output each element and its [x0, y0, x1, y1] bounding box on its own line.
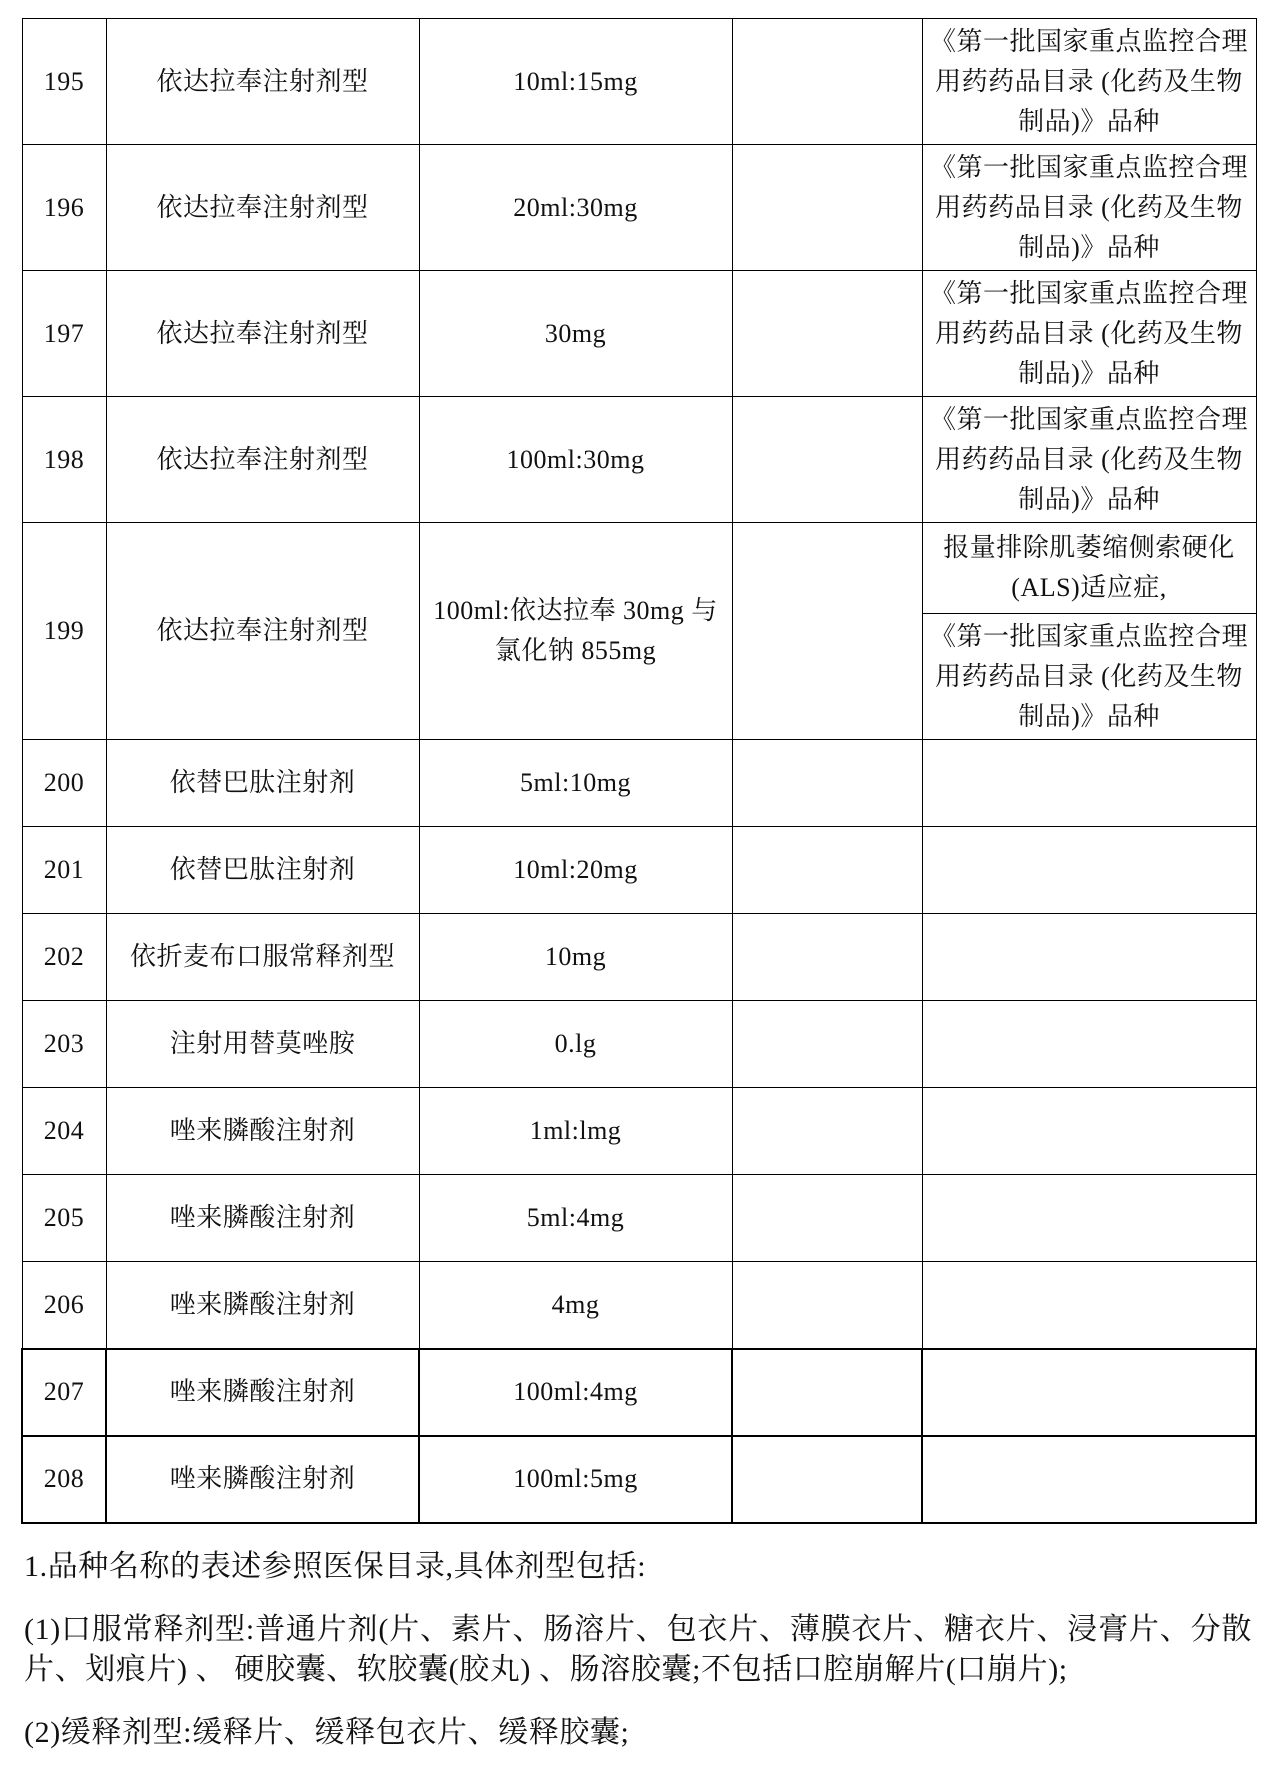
specification-cell: [419, 19, 732, 145]
specification-line: 100ml:5mg: [513, 1464, 638, 1493]
remark-cell: [922, 914, 1256, 1001]
blank-cell: [732, 1175, 922, 1262]
table-row: [22, 1262, 1256, 1349]
blank-cell: [732, 145, 922, 271]
drug-name-cell: 唑来膦酸注射剂: [106, 1436, 419, 1523]
row-number-cell: 196: [22, 145, 106, 271]
remark-cell: [922, 19, 1256, 145]
remark-cell: [922, 397, 1256, 523]
drug-name-cell: 唑来膦酸注射剂: [106, 1175, 419, 1262]
drug-name-cell: 注射用替莫唑胺: [106, 1001, 419, 1088]
specification-cell: [419, 740, 732, 827]
footnote-intro: 1.品种名称的表述参照医保目录,具体剂型包括:: [24, 1550, 647, 1583]
drug-name-cell: 唑来膦酸注射剂: [106, 1349, 419, 1436]
blank-cell: [732, 1349, 922, 1436]
row-number-cell: 204: [22, 1088, 106, 1175]
table-row: [22, 145, 1256, 271]
footnote-oral-line: (1)口服常释剂型:普通片剂(片、素片、肠溶片、包衣片、薄膜衣片、糖衣片、浸膏片、分散: [24, 1613, 1252, 1646]
row-number-cell: 202: [22, 914, 106, 1001]
specification-cell: [419, 523, 732, 740]
row-number-cell: 197: [22, 271, 106, 397]
specification-line: 0.lg: [554, 1029, 597, 1058]
specification-cell: [419, 1175, 732, 1262]
table-row: [22, 827, 1256, 914]
drug-name-cell: 依替巴肽注射剂: [106, 740, 419, 827]
specification-cell: [419, 145, 732, 271]
specification-cell: [419, 1436, 732, 1523]
footnote-oral-dosage: [24, 1610, 1252, 1690]
drug-name-cell: 依折麦布口服常释剂型: [106, 914, 419, 1001]
blank-cell: [732, 19, 922, 145]
remark-cell: [922, 523, 1256, 614]
row-number-cell: 203: [22, 1001, 106, 1088]
drug-name-cell: 依达拉奉注射剂型: [106, 397, 419, 523]
remark-cell: [922, 1001, 1256, 1088]
footnote-oral-line: 片、划痕片) 、 硬胶囊、软胶囊(胶丸) 、肠溶胶囊;不包括口腔崩解片(口崩片);: [24, 1653, 1068, 1686]
remark-cell: [922, 827, 1256, 914]
table-row: [22, 19, 1256, 145]
specification-cell: [419, 1001, 732, 1088]
table-row: [22, 1436, 1256, 1523]
drug-name-cell: 依达拉奉注射剂型: [106, 145, 419, 271]
blank-cell: [732, 1436, 922, 1523]
table-row: [22, 523, 1256, 614]
specification-line: 100ml:依达拉奉 30mg 与: [433, 596, 718, 625]
row-number-cell: 205: [22, 1175, 106, 1262]
remark-cell: [922, 1088, 1256, 1175]
blank-cell: [732, 914, 922, 1001]
drug-name-cell: 唑来膦酸注射剂: [106, 1262, 419, 1349]
row-number-cell: 208: [22, 1436, 106, 1523]
drug-name-cell: 依达拉奉注射剂型: [106, 271, 419, 397]
blank-cell: [732, 397, 922, 523]
table-row: [22, 1175, 1256, 1262]
remark-line: 用药药品目录 (化药及生物: [935, 66, 1243, 96]
specification-cell: [419, 271, 732, 397]
blank-cell: [732, 523, 922, 740]
specification-line: 100ml:30mg: [506, 444, 645, 474]
footnote-sustained-release: (2)缓释剂型:缓释片、缓释包衣片、缓释胶囊;: [24, 1716, 630, 1749]
specification-line: 10ml:15mg: [513, 66, 638, 96]
table-row: [22, 397, 1256, 523]
specification-line: 100ml:4mg: [513, 1377, 638, 1406]
remark-line: 制品)》品种: [1018, 484, 1160, 514]
remark-cell: [922, 1175, 1256, 1262]
specification-line: 1ml:lmg: [529, 1116, 622, 1145]
specification-line: 10mg: [544, 942, 607, 971]
remark-line: 《第一批国家重点监控合理: [929, 404, 1248, 434]
table-row: [22, 271, 1256, 397]
remark-line: 用药药品目录 (化药及生物: [935, 444, 1243, 474]
remark-line: 报量排除肌萎缩侧索硬化: [943, 533, 1235, 562]
specification-line: 4mg: [551, 1289, 600, 1319]
specification-line: 5ml:10mg: [520, 768, 631, 797]
row-number-cell: 199: [22, 523, 106, 740]
specification-cell: [419, 397, 732, 523]
drug-name-cell: 唑来膦酸注射剂: [106, 1088, 419, 1175]
remark-line: 制品)》品种: [1018, 358, 1160, 388]
remark-line: 制品)》品种: [1018, 106, 1160, 136]
table-row: [22, 1349, 1256, 1436]
drug-table: [21, 18, 1257, 1524]
row-number-cell: 207: [22, 1349, 106, 1436]
remark-line: 用药药品目录 (化药及生物: [935, 192, 1243, 222]
drug-name-cell: 依达拉奉注射剂型: [106, 523, 419, 740]
specification-cell: [419, 827, 732, 914]
row-number-cell: 200: [22, 740, 106, 827]
remark-line: 《第一批国家重点监控合理: [929, 278, 1248, 308]
specification-line: 氯化钠 855mg: [494, 636, 657, 665]
blank-cell: [732, 740, 922, 827]
remark-cell: [922, 145, 1256, 271]
specification-cell: [419, 914, 732, 1001]
blank-cell: [732, 271, 922, 397]
footnotes: [24, 1547, 1252, 1767]
drug-name-cell: 依达拉奉注射剂型: [106, 19, 419, 145]
remark-line: 《第一批国家重点监控合理: [929, 621, 1248, 651]
table-row: [22, 740, 1256, 827]
remark-line: 制品)》品种: [1018, 701, 1160, 731]
row-number-cell: 201: [22, 827, 106, 914]
table-row: [22, 1001, 1256, 1088]
remark-cell: [922, 1436, 1256, 1523]
table-row: [22, 914, 1256, 1001]
specification-cell: [419, 1262, 732, 1349]
row-number-cell: 206: [22, 1262, 106, 1349]
specification-line: 20ml:30mg: [513, 192, 638, 222]
remark-cell: [922, 614, 1256, 740]
row-number-cell: 195: [22, 19, 106, 145]
remark-line: (ALS)适应症,: [1011, 573, 1167, 602]
drug-name-cell: 依替巴肽注射剂: [106, 827, 419, 914]
remark-cell: [922, 740, 1256, 827]
specification-line: 30mg: [544, 318, 607, 348]
drug-table-body: [22, 19, 1256, 1523]
blank-cell: [732, 1088, 922, 1175]
remark-cell: [922, 271, 1256, 397]
specification-line: 5ml:4mg: [526, 1203, 625, 1232]
remark-line: 《第一批国家重点监控合理: [929, 152, 1248, 182]
table-row: [22, 1088, 1256, 1175]
specification-cell: [419, 1349, 732, 1436]
remark-cell: [922, 1349, 1256, 1436]
specification-line: 10ml:20mg: [513, 855, 638, 884]
remark-line: 《第一批国家重点监控合理: [929, 26, 1248, 56]
remark-line: 制品)》品种: [1018, 232, 1160, 262]
remark-line: 用药药品目录 (化药及生物: [935, 318, 1243, 348]
blank-cell: [732, 1001, 922, 1088]
specification-cell: [419, 1088, 732, 1175]
row-number-cell: 198: [22, 397, 106, 523]
remark-cell: [922, 1262, 1256, 1349]
blank-cell: [732, 1262, 922, 1349]
remark-line: 用药药品目录 (化药及生物: [935, 661, 1243, 691]
blank-cell: [732, 827, 922, 914]
